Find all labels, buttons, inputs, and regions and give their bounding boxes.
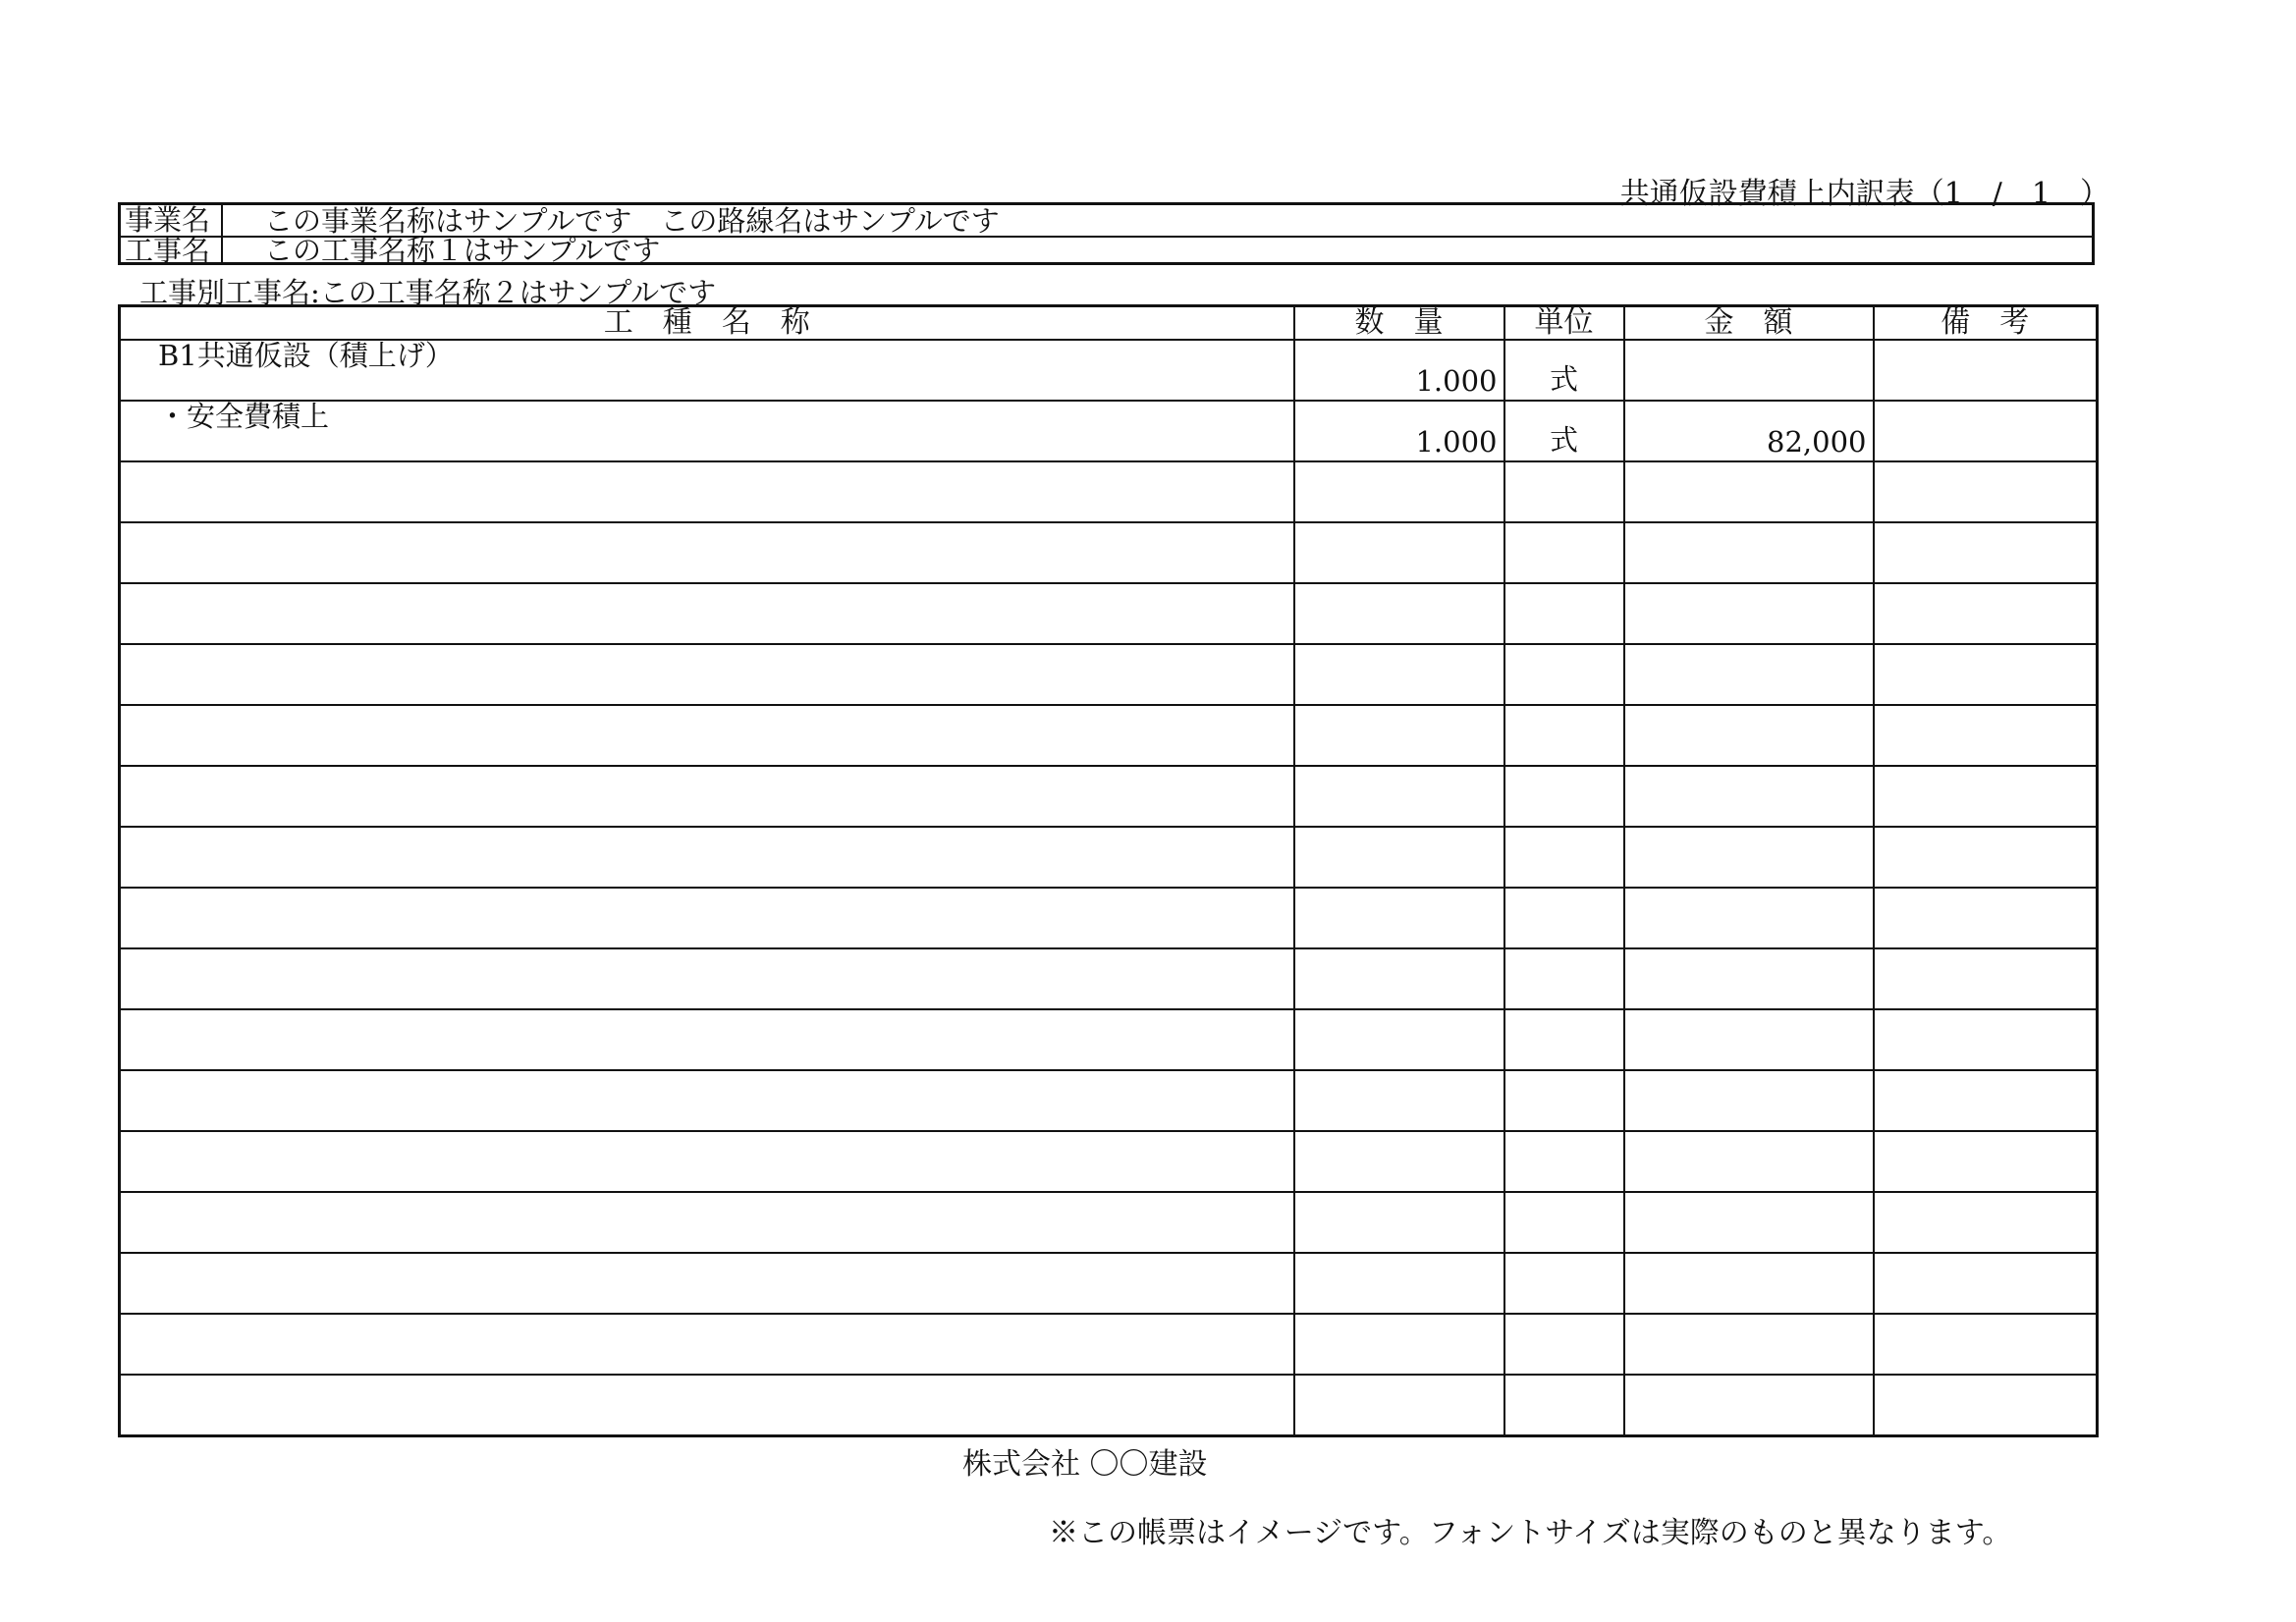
column-header-quantity: 数 量	[1294, 306, 1504, 341]
cell-unit	[1504, 1070, 1624, 1131]
cell-quantity	[1294, 644, 1504, 705]
table-row	[120, 705, 2098, 766]
table-body	[120, 340, 2098, 1436]
table-row	[120, 461, 2098, 522]
table-row	[120, 1192, 2098, 1253]
cell-unit	[1504, 644, 1624, 705]
cell-unit	[1504, 1314, 1624, 1375]
cell-remarks	[1874, 766, 2098, 827]
item-unit: 式	[1549, 423, 1578, 457]
cell-amount	[1624, 1253, 1874, 1314]
cell-unit	[1504, 340, 1624, 401]
disclaimer-note: ※この帳票はイメージです。フォントサイズは実際のものと異なります。	[1049, 1516, 2012, 1550]
cell-name	[120, 888, 1294, 948]
cell-name	[120, 1253, 1294, 1314]
work-label: 工事名	[121, 236, 223, 265]
cell-quantity	[1294, 1070, 1504, 1131]
table-row	[120, 1131, 2098, 1192]
cell-name	[120, 766, 1294, 827]
cell-amount	[1624, 1009, 1874, 1070]
cell-name	[120, 1314, 1294, 1375]
cell-unit	[1504, 766, 1624, 827]
cell-remarks	[1874, 705, 2098, 766]
table-row	[120, 888, 2098, 948]
cell-amount	[1624, 1131, 1874, 1192]
cell-name	[120, 1192, 1294, 1253]
table-row	[120, 340, 2098, 401]
cell-remarks	[1874, 827, 2098, 888]
document-title: 共通仮設費積上内訳表（1 / 1 ）	[1619, 177, 2109, 211]
cell-quantity	[1294, 705, 1504, 766]
cell-quantity	[1294, 948, 1504, 1009]
cell-remarks	[1874, 583, 2098, 644]
table-row	[120, 1375, 2098, 1436]
work-value: この工事名称１はサンプルです	[264, 234, 661, 267]
cell-amount	[1624, 461, 1874, 522]
cell-remarks	[1874, 1253, 2098, 1314]
cell-amount	[1624, 1192, 1874, 1253]
cell-quantity	[1294, 888, 1504, 948]
cell-quantity	[1294, 522, 1504, 583]
table-row	[120, 1253, 2098, 1314]
column-header-amount: 金 額	[1624, 306, 1874, 341]
table-row	[120, 827, 2098, 888]
cell-name	[120, 461, 1294, 522]
company-name: 株式会社 〇〇建設	[962, 1447, 1208, 1482]
table-row	[120, 1070, 2098, 1131]
cell-remarks	[1874, 340, 2098, 401]
cell-quantity	[1294, 1314, 1504, 1375]
cell-name	[120, 522, 1294, 583]
cell-quantity	[1294, 766, 1504, 827]
cell-amount	[1624, 401, 1874, 461]
cell-unit	[1504, 1009, 1624, 1070]
cell-amount	[1624, 644, 1874, 705]
cell-name	[120, 583, 1294, 644]
cell-remarks	[1874, 948, 2098, 1009]
column-header-unit: 単位	[1504, 306, 1624, 341]
cell-name	[120, 827, 1294, 888]
cell-remarks	[1874, 1375, 2098, 1436]
cell-name	[120, 401, 1294, 461]
cell-remarks	[1874, 461, 2098, 522]
cell-remarks	[1874, 1009, 2098, 1070]
cell-quantity	[1294, 401, 1504, 461]
cell-unit	[1504, 827, 1624, 888]
table-row	[120, 766, 2098, 827]
item-unit: 式	[1549, 362, 1578, 396]
table-row	[120, 401, 2098, 461]
table-row	[120, 522, 2098, 583]
cell-quantity	[1294, 1192, 1504, 1253]
column-header-remarks: 備 考	[1874, 306, 2098, 341]
cell-remarks	[1874, 888, 2098, 948]
cell-amount	[1624, 583, 1874, 644]
sub-work-name: 工事別工事名:この工事名称２はサンプルです	[139, 276, 717, 309]
cell-name	[120, 1131, 1294, 1192]
item-quantity: 1.000	[1415, 425, 1498, 459]
cell-remarks	[1874, 1314, 2098, 1375]
project-value: この事業名称はサンプルです この路線名はサンプルです	[264, 203, 1000, 238]
cell-name	[120, 1375, 1294, 1436]
cell-name	[120, 644, 1294, 705]
cell-unit	[1504, 461, 1624, 522]
cell-remarks	[1874, 644, 2098, 705]
cell-amount	[1624, 1070, 1874, 1131]
cell-name	[120, 948, 1294, 1009]
cell-amount	[1624, 705, 1874, 766]
cell-quantity	[1294, 461, 1504, 522]
cell-amount	[1624, 827, 1874, 888]
cell-unit	[1504, 1375, 1624, 1436]
cell-amount	[1624, 1375, 1874, 1436]
project-label: 事業名	[121, 205, 223, 236]
column-header-name: 工 種 名 称	[120, 306, 1294, 341]
table-row	[120, 948, 2098, 1009]
cell-quantity	[1294, 1131, 1504, 1192]
item-name: ・安全費積上	[158, 400, 330, 433]
cell-name	[120, 340, 1294, 401]
cell-remarks	[1874, 1131, 2098, 1192]
table-row	[120, 1009, 2098, 1070]
cell-remarks	[1874, 1070, 2098, 1131]
table-row	[120, 644, 2098, 705]
table-row	[120, 1314, 2098, 1375]
table-header-row	[120, 306, 2098, 341]
item-amount: 82,000	[1767, 425, 1867, 459]
cell-unit	[1504, 1192, 1624, 1253]
work-row	[121, 236, 2092, 265]
table-row	[120, 583, 2098, 644]
cell-remarks	[1874, 401, 2098, 461]
cell-unit	[1504, 583, 1624, 644]
cell-remarks	[1874, 522, 2098, 583]
breakdown-table	[118, 304, 2099, 1437]
cell-quantity	[1294, 340, 1504, 401]
cell-name	[120, 1009, 1294, 1070]
cell-quantity	[1294, 1253, 1504, 1314]
cell-unit	[1504, 705, 1624, 766]
cell-quantity	[1294, 1009, 1504, 1070]
cell-unit	[1504, 401, 1624, 461]
cell-amount	[1624, 948, 1874, 1009]
cell-name	[120, 1070, 1294, 1131]
info-box	[118, 202, 2095, 265]
cell-quantity	[1294, 583, 1504, 644]
item-quantity: 1.000	[1415, 364, 1498, 398]
cell-amount	[1624, 522, 1874, 583]
cell-unit	[1504, 948, 1624, 1009]
cell-name	[120, 705, 1294, 766]
cell-unit	[1504, 1131, 1624, 1192]
cell-amount	[1624, 888, 1874, 948]
cell-quantity	[1294, 827, 1504, 888]
cell-quantity	[1294, 1375, 1504, 1436]
cell-amount	[1624, 1314, 1874, 1375]
cell-unit	[1504, 1253, 1624, 1314]
cell-amount	[1624, 766, 1874, 827]
item-name: B1共通仮設（積上げ）	[158, 339, 454, 372]
cell-unit	[1504, 522, 1624, 583]
cell-remarks	[1874, 1192, 2098, 1253]
cell-amount	[1624, 340, 1874, 401]
cell-unit	[1504, 888, 1624, 948]
